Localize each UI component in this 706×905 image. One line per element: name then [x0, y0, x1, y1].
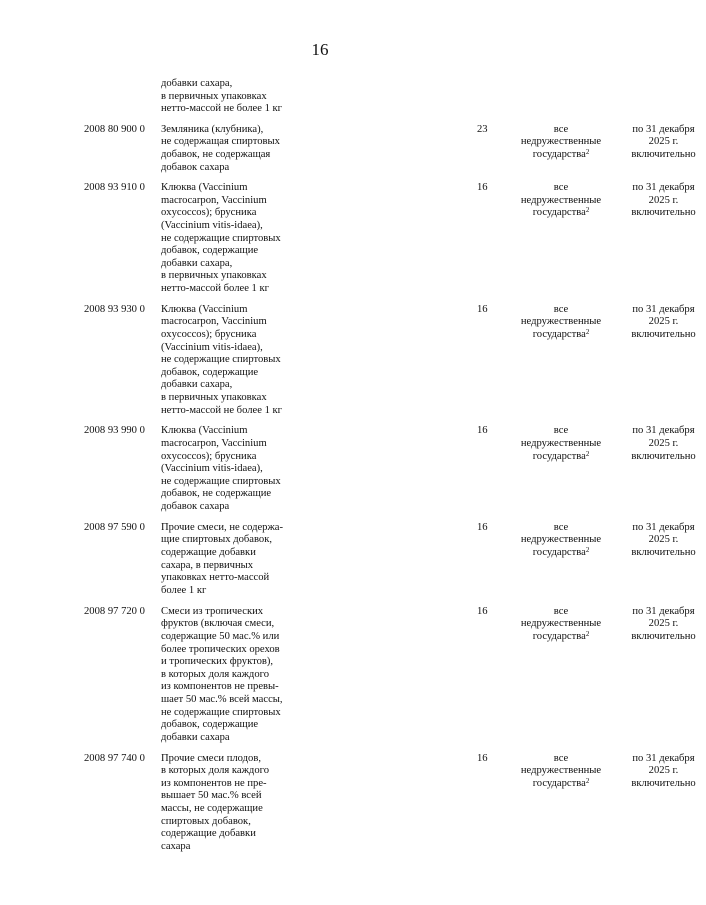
term-line: по 31 декабря [632, 605, 695, 617]
country-scope-text: все [553, 182, 569, 194]
footnote-marker: 2 [585, 629, 590, 638]
term-line: по 31 декабря [632, 182, 695, 194]
country-scope-text: государства [532, 630, 586, 642]
country-scope-line [506, 207, 616, 220]
desc-line: добавок сахара [161, 161, 230, 173]
country-scope-line [506, 316, 616, 329]
duty-rate-value: 16 [477, 303, 488, 315]
term-line: по 31 декабря [632, 303, 695, 315]
duty-rate-value: 16 [477, 752, 488, 764]
product-description [161, 182, 311, 295]
desc-line: в которых доля каждого [161, 668, 269, 680]
desc-line: из компонентов не превы- [161, 681, 279, 693]
table-row [0, 752, 696, 854]
desc-line: сахара [161, 840, 191, 852]
continuation-description [161, 78, 311, 116]
country-scope-text: все [553, 303, 569, 315]
country-scope-text: государства [532, 450, 586, 462]
term-line: по 31 декабря [632, 123, 695, 135]
desc-line: вышает 50 мас.% всей [161, 790, 262, 802]
country-scope [506, 304, 616, 417]
footnote-marker: 2 [585, 206, 590, 215]
product-description [161, 124, 311, 174]
country-scope-line [506, 182, 616, 195]
country-scope [506, 522, 616, 598]
footnote-marker: 2 [585, 776, 590, 785]
desc-line: нетто-массой не более 1 кг [161, 404, 283, 416]
term-line: 2025 г. [648, 316, 679, 328]
country-scope-line [506, 765, 616, 778]
desc-line: не содержащие спиртовых [161, 232, 281, 244]
term-line: по 31 декабря [632, 521, 695, 533]
country-scope-line [506, 753, 616, 766]
duty-rate-value: 16 [477, 425, 488, 437]
duty-rate-value: 16 [477, 182, 488, 194]
desc-line: в первичных упаковках [161, 90, 267, 102]
desc-line: (Vaccinium vitis-idaea), [161, 219, 263, 231]
country-scope-text: недружественные [520, 618, 602, 630]
country-scope-text: недружественные [520, 765, 602, 777]
continuation-row [0, 78, 640, 116]
duty-rate-value: 23 [477, 123, 488, 135]
desc-line: Клюква (Vaccinium [161, 425, 248, 437]
country-scope-line [506, 522, 616, 535]
term-line: включительно [631, 450, 696, 462]
country-scope-line [506, 136, 616, 149]
country-scope-line [506, 606, 616, 619]
validity-term [621, 182, 706, 295]
page-number: 16 [311, 40, 329, 59]
footnote-marker: 2 [585, 147, 590, 156]
desc-line: macrocarpon, Vaccinium [161, 438, 267, 450]
country-scope-line [506, 124, 616, 137]
country-scope-text: государства [532, 328, 586, 340]
country-scope-text: все [553, 123, 569, 135]
desc-line: нетто-массой не более 1 кг [161, 103, 283, 115]
term-line: 2025 г. [648, 534, 679, 546]
country-scope-line [506, 618, 616, 631]
country-scope-text: недружественные [520, 136, 602, 148]
desc-line: добавки сахара [161, 731, 230, 743]
duty-rate-value: 16 [477, 605, 488, 617]
desc-line: Клюква (Vaccinium [161, 303, 248, 315]
desc-line: массы, не содержащие [161, 802, 263, 814]
tnved-code: 2008 97 590 0 [84, 521, 145, 533]
desc-line: (Vaccinium vitis-idaea), [161, 341, 263, 353]
desc-line: Клюква (Vaccinium [161, 182, 248, 194]
desc-line: Прочие смеси, не содержа- [161, 521, 284, 533]
term-line: по 31 декабря [632, 752, 695, 764]
desc-line: упаковках нетто-массой [161, 572, 270, 584]
table-row [0, 605, 696, 745]
desc-line: в первичных упаковках [161, 391, 267, 403]
duty-rate [477, 753, 509, 854]
country-scope [506, 425, 616, 513]
tnved-code: 2008 93 930 0 [84, 303, 145, 315]
country-scope-line [506, 329, 616, 342]
term-line: включительно [631, 630, 696, 642]
product-description [161, 606, 311, 745]
term-line: 2025 г. [648, 438, 679, 450]
table-row [0, 303, 696, 417]
validity-term [621, 124, 706, 174]
desc-line: содержащие добавки [161, 828, 256, 840]
desc-line: oxycoccos); брусника [161, 328, 257, 340]
desc-line: добавок, не содержащие [161, 488, 272, 500]
duty-rate-value: 16 [477, 521, 488, 533]
duty-rate [477, 606, 509, 745]
desc-line: добавок, содержащие [161, 245, 259, 257]
desc-line: добавки сахара, [161, 379, 233, 391]
country-scope-text: государства [532, 148, 586, 160]
tnved-code: 2008 97 720 0 [84, 605, 145, 617]
desc-line: добавок сахара [161, 501, 230, 512]
term-line: включительно [631, 148, 696, 160]
term-line: по 31 декабря [632, 425, 695, 437]
desc-line: macrocarpon, Vaccinium [161, 316, 267, 328]
term-line: 2025 г. [648, 194, 679, 206]
desc-line: oxycoccos); брусника [161, 450, 257, 462]
footnote-marker: 2 [585, 449, 590, 458]
duty-rate [477, 304, 509, 417]
table-row [0, 123, 696, 174]
desc-line: шает 50 мас.% всей массы, [161, 693, 283, 705]
country-scope-text: недружественные [520, 438, 602, 450]
country-scope-line [506, 451, 616, 464]
code-cell [84, 78, 160, 116]
desc-line: в которых доля каждого [161, 765, 269, 777]
desc-line: добавок, не содержащая [161, 148, 271, 160]
duty-rate [477, 522, 509, 598]
desc-line: Смеси из тропических [161, 605, 264, 617]
table-row [0, 425, 696, 513]
desc-line: Прочие смеси плодов, [161, 752, 261, 764]
tnved-code: 2008 80 900 0 [84, 123, 145, 135]
desc-line: oxycoccos); брусника [161, 207, 257, 219]
desc-line: спиртовых добавок, [161, 815, 251, 827]
footnote-marker: 2 [585, 327, 590, 336]
desc-line: Земляника (клубника), [161, 123, 264, 135]
table-row [0, 182, 696, 295]
term-line: 2025 г. [648, 136, 679, 148]
tnved-code: 2008 93 910 0 [84, 182, 145, 194]
term-line: включительно [631, 547, 696, 559]
table-row [0, 521, 696, 598]
country-scope-line [506, 547, 616, 560]
country-scope-line [506, 304, 616, 317]
desc-line: (Vaccinium vitis-idaea), [161, 463, 263, 475]
tnved-code: 2008 93 990 0 [84, 425, 145, 437]
product-description [161, 522, 311, 598]
footnote-marker: 2 [585, 546, 590, 555]
desc-line: добавок, содержащие [161, 719, 259, 731]
desc-line: более 1 кг [161, 584, 207, 596]
desc-line: не содержащие спиртовых [161, 706, 281, 718]
country-scope-line [506, 149, 616, 162]
country-scope [506, 606, 616, 745]
country-scope-text: все [553, 605, 569, 617]
validity-term [621, 753, 706, 854]
validity-term [621, 304, 706, 417]
term-line: включительно [631, 328, 696, 340]
country-scope-text: недружественные [520, 316, 602, 328]
country-scope [506, 753, 616, 854]
country-scope-line [506, 631, 616, 644]
desc-line: и тропических фруктов), [161, 656, 274, 668]
term-line: 2025 г. [648, 765, 679, 777]
country-scope [506, 124, 616, 174]
country-scope-text: все [553, 752, 569, 764]
country-scope-text: все [553, 425, 569, 437]
desc-line: из компонентов не пре- [161, 777, 267, 789]
country-scope-text: недружественные [520, 534, 602, 546]
table-rows [0, 123, 696, 854]
country-scope-text: недружественные [520, 194, 602, 206]
desc-line: более тропических орехов [161, 643, 280, 655]
country-scope-line [506, 438, 616, 451]
product-description [161, 304, 311, 417]
duty-rate [477, 425, 509, 513]
country-scope-line [506, 425, 616, 438]
country-scope-line [506, 195, 616, 208]
validity-term [621, 425, 706, 513]
desc-line: фруктов (включая смеси, [161, 618, 275, 630]
validity-term [621, 522, 706, 598]
country-scope-text: государства [532, 777, 586, 789]
country-scope-text: государства [532, 547, 586, 559]
country-scope-text: все [553, 521, 569, 533]
term-line: включительно [631, 207, 696, 219]
tnved-code: 2008 97 740 0 [84, 752, 145, 764]
desc-line: содержащие добавки [161, 547, 256, 559]
desc-line: не содержащие спиртовых [161, 475, 281, 487]
desc-line: не содержащая спиртовых [161, 136, 280, 148]
desc-line: добавки сахара, [161, 78, 233, 89]
term-line: включительно [631, 777, 696, 789]
desc-line: macrocarpon, Vaccinium [161, 194, 267, 206]
tariff-table [0, 78, 696, 862]
duty-rate [477, 182, 509, 295]
desc-line: содержащие 50 мас.% или [161, 630, 280, 642]
desc-line: нетто-массой более 1 кг [161, 282, 269, 294]
product-description [161, 425, 311, 513]
country-scope-line [506, 778, 616, 791]
country-scope [506, 182, 616, 295]
country-scope-line [506, 534, 616, 547]
desc-line: добавки сахара, [161, 257, 233, 269]
term-line: 2025 г. [648, 618, 679, 630]
desc-line: щие спиртовых добавок, [161, 534, 273, 546]
duty-rate [477, 124, 509, 174]
desc-line: сахара, в первичных [161, 559, 254, 571]
desc-line: в первичных упаковках [161, 270, 267, 282]
product-description [161, 753, 311, 854]
desc-line: не содержащие спиртовых [161, 354, 281, 366]
validity-term [621, 606, 706, 745]
desc-line: добавок, содержащие [161, 366, 259, 378]
country-scope-text: государства [532, 207, 586, 219]
